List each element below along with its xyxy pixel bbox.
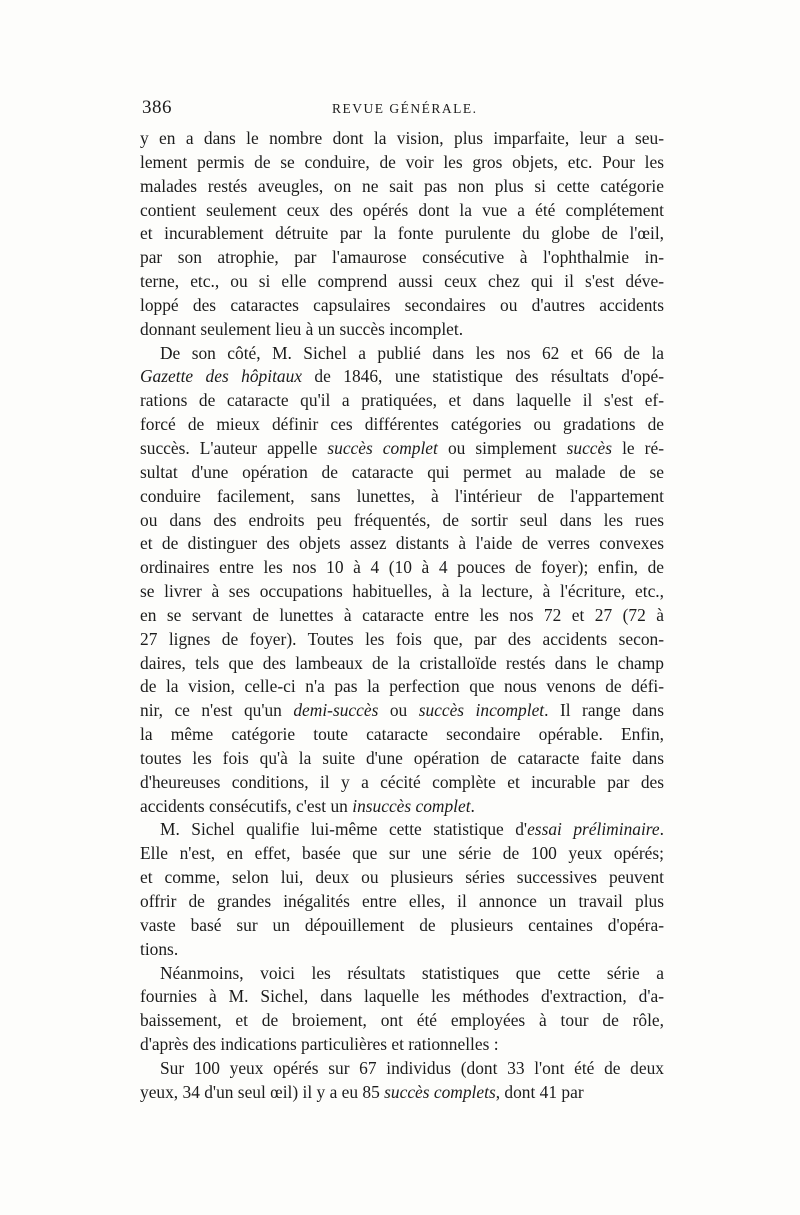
text-line [140,890,664,914]
text-line [140,1081,664,1105]
text-run: lement permis de se conduire, de voir les gros objets, etc. Pour les [140,151,664,172]
text-line [140,938,664,962]
text-run: tions. [140,938,179,959]
text-run: ou [378,700,419,721]
text-line [140,246,664,270]
text-run: offrir de grandes inégalités entre elles, il annonce un travail plus [140,891,664,911]
text-line [140,294,664,318]
text-line [140,389,664,413]
text-line [140,556,664,580]
page-number: 386 [142,97,172,118]
text-run: la même catégorie toute cataracte secondaire opérable. Enfin, [140,724,664,745]
text-run: contient seulement ceux des opérés dont la vue a été complétement [140,199,664,220]
text-line [140,485,664,509]
text-line [140,866,664,890]
italic-text: demi-succès [293,700,379,721]
text-run: en se servant de lunettes à cataracte entre les nos 72 et 27 (72 à [140,604,664,625]
text-line [140,532,664,556]
text-run: . [659,819,664,840]
text-run: forcé de mieux définir ces différentes catégories ou gradations de [140,414,664,435]
running-title: REVUE GÉNÉRALE. [332,101,478,116]
text-line [140,318,664,342]
text-run: Sur 100 yeux opérés sur 67 individus (dont 33 l'ont été de deux [160,1057,664,1078]
text-line [140,1033,664,1057]
text-line [140,175,664,199]
text-run: , dont 41 par [495,1081,584,1102]
text-run: et de distinguer des objets assez distants à l'aide de verres convexes [140,533,664,554]
text-line [140,675,664,699]
text-line [140,985,664,1009]
text-run: ordinaires entre les nos 10 à 4 (10 à 4 pouces de foyer); enfin, de [140,557,664,578]
text-run: le ré- [612,437,664,458]
text-run: toutes les fois qu'à la suite d'une opération de cataracte faite dans [140,747,664,768]
text-line [140,270,664,294]
text-line [140,747,664,771]
text-line [140,914,664,938]
text-line [140,413,664,437]
italic-text: insuccès complet [352,795,471,816]
text-run: malades restés aveugles, on ne sait pas non plus si cette catégorie [140,175,664,196]
paragraph [140,962,664,1057]
text-line [140,771,664,795]
text-run: accidents consécutifs, c'est un [140,795,353,816]
text-line [140,818,664,842]
text-line [140,723,664,747]
text-line [140,127,664,151]
text-run: d'heureuses conditions, il y a cécité complète et incurable par des [140,771,664,792]
text-run: ou simplement [437,437,567,458]
text-run: yeux, 34 d'un seul œil) il y a eu 85 [140,1081,385,1102]
text-line [140,199,664,223]
text-line [140,628,664,652]
italic-text: succès [566,437,612,458]
text-run: de 1846, une statistique des résultats d'opé- [302,366,664,387]
text-line [140,699,664,723]
text-run: par son atrophie, par l'amaurose consécutive à l'ophthalmie in- [140,247,664,268]
text-line [140,509,664,533]
text-run: vaste basé sur un dépouillement de plusieurs centaines d'opéra- [140,914,664,935]
italic-text: essai préliminaire [527,819,660,840]
text-run: M. Sichel qualifie lui-même cette statistique d' [160,819,528,840]
text-run: rations de cataracte qu'il a pratiquées, et dans laquelle il s'est ef- [140,390,664,411]
text-line [140,365,664,389]
text-line [140,222,664,246]
text-line [140,1057,664,1081]
text-line [140,461,664,485]
text-run: et incurablement détruite par la fonte purulente du globe de l'œil, [140,223,664,244]
italic-text: succès complets [384,1081,496,1102]
text-run: nir, ce n'est qu'un [140,700,294,721]
text-run: fournies à M. Sichel, dans laquelle les méthodes d'extraction, d'a- [140,986,664,1007]
italic-text: succès incomplet [418,700,545,721]
text-line [140,795,664,819]
text-run: . [470,795,475,816]
text-run: loppé des cataractes capsulaires secondaires ou d'autres accidents [140,294,664,315]
text-run: 27 lignes de foyer). Toutes les fois que, par des accidents secon- [140,628,664,649]
text-line [140,342,664,366]
text-run: conduire facilement, sans lunettes, à l'intérieur de l'appartement [140,485,664,506]
text-run: . Il range dans [544,700,664,721]
paragraph [140,127,664,342]
text-line [140,580,664,604]
text-run: d'après des indications particulières et rationnelles : [140,1034,499,1055]
italic-text: Gazette des hôpitaux [140,366,303,387]
running-head [142,97,660,123]
paragraph [140,1057,664,1105]
text-line [140,1009,664,1033]
text-run: donnant seulement lieu à un succès incomplet. [140,318,464,339]
text-run: succès. L'auteur appelle [140,437,328,458]
text-line [140,842,664,866]
text-run: ou dans des endroits peu fréquentés, de sortir seul dans les rues [140,509,664,530]
text-run: se livrer à ses occupations habituelles, à la lecture, à l'écriture, etc., [140,581,664,602]
text-run: daires, tels que des lambeaux de la cristalloïde restés dans le champ [140,652,664,673]
text-line [140,652,664,676]
text-line [140,604,664,628]
text-line [140,437,664,461]
text-run: De son côté, M. Sichel a publié dans les nos 62 et 66 de la [160,342,664,363]
paragraph [140,342,664,819]
text-run: de la vision, celle-ci n'a pas la perfection que nous venons de défi- [140,676,664,697]
text-run: terne, etc., ou si elle comprend aussi ceux chez qui il s'est déve- [140,271,664,292]
text-run: et comme, selon lui, deux ou plusieurs séries successives peuvent [140,867,664,888]
body-text [140,127,664,1105]
paragraph [140,818,664,961]
italic-text: succès complet [327,437,438,458]
text-line [140,962,664,986]
text-run: Néanmoins, voici les résultats statistiques que cette série a [160,962,664,983]
text-run: Elle n'est, en effet, basée que sur une série de 100 yeux opérés; [140,843,664,864]
text-line [140,151,664,175]
text-run: y en a dans le nombre dont la vision, plus imparfaite, leur a seu- [140,128,664,148]
text-run: sultat d'une opération de cataracte qui permet au malade de se [140,461,664,482]
text-run: baissement, et de broiement, ont été employées à tour de rôle, [140,1010,664,1031]
